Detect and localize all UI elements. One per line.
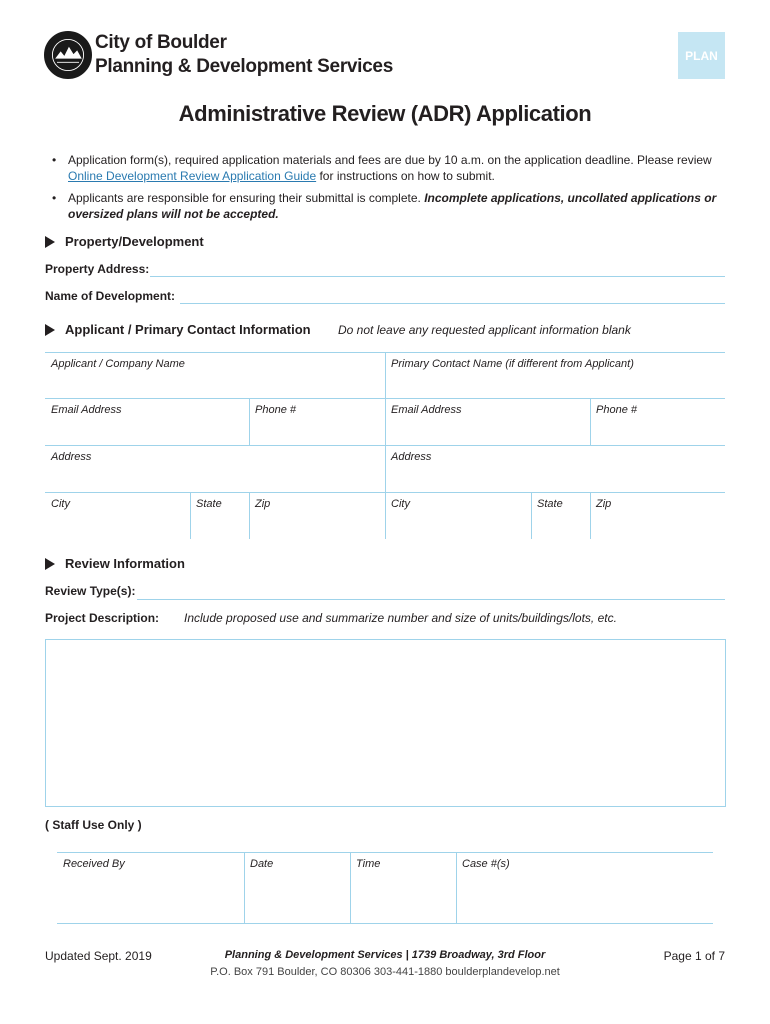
project-description-hint: Include proposed use and summarize number and size of units/buildings/lots, etc. bbox=[184, 611, 617, 625]
page-number: Page 1 of 7 bbox=[663, 949, 725, 963]
instruction-text: Application form(s), required application materials and fees are due by 10 a.m. on the application deadline. Please review bbox=[68, 153, 712, 167]
received-date-field[interactable] bbox=[244, 854, 350, 922]
application-guide-link[interactable]: Online Development Review Application Guide bbox=[68, 169, 317, 183]
applicant-address-field[interactable] bbox=[45, 447, 385, 491]
footer-address: Planning & Development Services | 1739 Broadway, 3rd Floor bbox=[224, 949, 546, 961]
property-address-label: Property Address: bbox=[45, 262, 150, 276]
applicant-hint: Do not leave any requested applicant information blank bbox=[338, 323, 631, 337]
cell-label: Time bbox=[356, 858, 381, 870]
project-description-label: Project Description: bbox=[45, 611, 160, 625]
property-address-field[interactable] bbox=[150, 276, 725, 277]
instructions-list bbox=[50, 152, 730, 228]
section-heading-label: Review Information bbox=[65, 556, 185, 571]
section-heading-label: Applicant / Primary Contact Information bbox=[65, 322, 311, 337]
triangle-right-icon bbox=[45, 558, 55, 570]
contact-city-field[interactable] bbox=[385, 494, 531, 538]
section-heading-label: Property/Development bbox=[65, 234, 204, 249]
cell-label: Received By bbox=[63, 858, 125, 870]
cell-label: Phone # bbox=[255, 404, 296, 416]
instruction-item bbox=[50, 152, 730, 184]
applicant-zip-field[interactable] bbox=[249, 494, 385, 538]
footer-contact: P.O. Box 791 Boulder, CO 80306 303-441-1880 boulderplandevelop.net bbox=[210, 966, 560, 978]
cell-label: Email Address bbox=[51, 404, 122, 416]
contact-email-field[interactable] bbox=[385, 400, 590, 444]
cell-label: Primary Contact Name (if different from Applicant) bbox=[391, 358, 634, 370]
triangle-right-icon bbox=[45, 324, 55, 336]
instruction-warning: Incomplete applications, uncollated applications or oversized plans will not be accepted. bbox=[68, 191, 717, 221]
development-name-label: Name of Development: bbox=[45, 289, 176, 303]
instruction-text: Applicants are responsible for ensuring their submittal is complete. bbox=[68, 191, 425, 205]
city-seal-logo-icon bbox=[44, 31, 92, 79]
contact-phone-field[interactable] bbox=[590, 400, 725, 444]
contact-zip-field[interactable] bbox=[590, 494, 725, 538]
applicant-state-field[interactable] bbox=[190, 494, 249, 538]
org-name: City of Boulder bbox=[95, 32, 227, 53]
instruction-text: for instructions on how to submit. bbox=[316, 169, 495, 183]
cell-label: Address bbox=[391, 451, 432, 463]
triangle-right-icon bbox=[45, 236, 55, 248]
instruction-item bbox=[50, 190, 730, 222]
table-border bbox=[57, 923, 713, 924]
cell-label: City bbox=[391, 498, 410, 510]
review-section-heading bbox=[45, 556, 185, 571]
development-name-field[interactable] bbox=[180, 303, 725, 304]
contact-state-field[interactable] bbox=[531, 494, 590, 538]
received-time-field[interactable] bbox=[350, 854, 456, 922]
cell-label: City bbox=[51, 498, 70, 510]
cell-label: Phone # bbox=[596, 404, 637, 416]
property-section-heading bbox=[45, 234, 204, 249]
document-title: Administrative Review (ADR) Application bbox=[178, 101, 592, 126]
plan-badge: PLAN bbox=[678, 32, 725, 79]
applicant-phone-field[interactable] bbox=[249, 400, 385, 444]
case-number-field[interactable] bbox=[456, 854, 713, 922]
cell-label: Zip bbox=[596, 498, 612, 510]
review-types-label: Review Type(s): bbox=[45, 584, 136, 598]
review-types-field[interactable] bbox=[137, 599, 725, 600]
cell-label: State bbox=[196, 498, 222, 510]
cell-label: Email Address bbox=[391, 404, 462, 416]
staff-use-heading: ( Staff Use Only ) bbox=[45, 818, 142, 832]
applicant-city-field[interactable] bbox=[45, 494, 190, 538]
cell-label: Address bbox=[51, 451, 92, 463]
updated-date: Updated Sept. 2019 bbox=[45, 949, 152, 963]
project-description-textarea[interactable] bbox=[45, 639, 726, 807]
applicant-email-field[interactable] bbox=[45, 400, 249, 444]
cell-label: Zip bbox=[255, 498, 271, 510]
cell-label: State bbox=[537, 498, 563, 510]
cell-label: Applicant / Company Name bbox=[51, 358, 185, 370]
org-department: Planning & Development Services bbox=[95, 56, 393, 77]
received-by-field[interactable] bbox=[57, 854, 244, 922]
contact-address-field[interactable] bbox=[385, 447, 725, 491]
applicant-section-heading bbox=[45, 322, 311, 337]
table-border bbox=[57, 852, 713, 853]
cell-label: Date bbox=[250, 858, 274, 870]
cell-label: Case #(s) bbox=[462, 858, 510, 870]
applicant-company-field[interactable] bbox=[45, 354, 385, 398]
contact-name-field[interactable] bbox=[385, 354, 725, 398]
